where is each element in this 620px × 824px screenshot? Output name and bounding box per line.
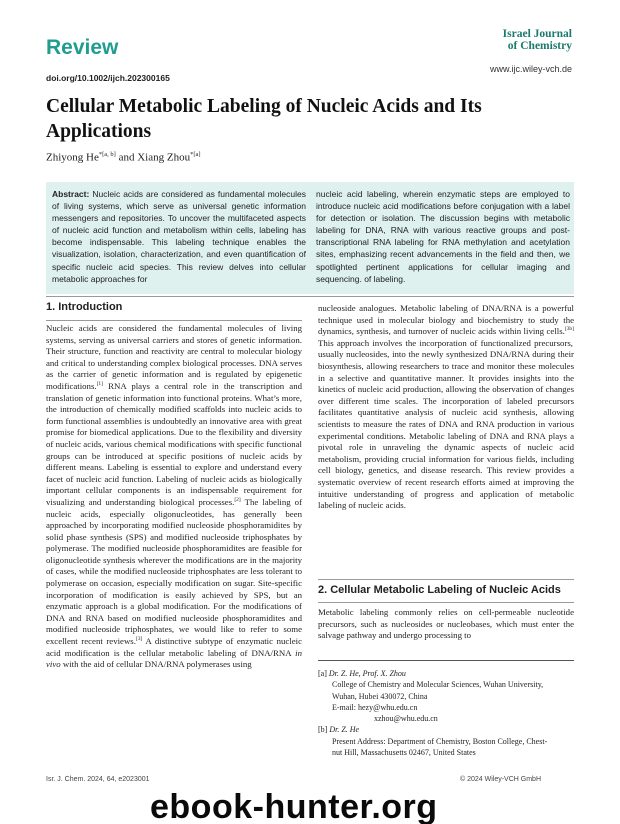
abstract-left-column xyxy=(52,188,306,285)
watermark: ebook-hunter.org xyxy=(150,788,438,824)
body-text: This approach involves the incorporation of functionalized precursors, usually nucleosides, into the newly synthesized DNA/RNA during their biosynthesis, allowing researchers to trace and monitor these molecules in a selective and quantitative manner. It provides insights into the kinetics of nucleic acid production, allowing the observation of changes over different time scales. The incorporation of labeled precursors facilitates quantitative analysis of nucleic acid synthesis, allowing scientists to measure the rates of DNA and RNA production in various experimental conditions. Metabolic labeling of DNA and RNA plays a pivotal role in unraveling the dynamic aspects of nucleic acid metabolism, providing crucial information for various fields, including cell biology, genetics, and disease research. This review provides a systematic overview of recent research efforts aimed at improving the intuitive understanding of progress and application of metabolic labeling of nucleic acids. xyxy=(318,337,574,511)
section-divider xyxy=(46,296,574,297)
citation[interactable]: [3b] xyxy=(564,326,574,333)
article-title: Cellular Metabolic Labeling of Nucleic Acids and Its Applications xyxy=(46,96,482,142)
affiliation-dept: College of Chemistry and Molecular Sciences, Wuhan University, xyxy=(332,680,544,690)
body-text: RNA plays a central role in the transcription and translation of genetic information into functional proteins. What’s more, the introduction of chemically modified scaffolds into nucleic acids to form functional assemblies is undoubtedly an innovative area with great promise for biomedical applications. Due to the flexibility and diversity of nucleic acids, various chemical modifications with specific functional groups can be introduced at specific positions of nucleic acids by different means. Labeling is essential to explore and understand every facet of nucleic acid function. Labeling of nucleic acids as biologically important cellular components is an indispensable requirement for visualizing and understanding biological processes. xyxy=(46,380,302,507)
section-label: Review xyxy=(46,36,119,59)
abstract-label: Abstract: xyxy=(52,189,90,199)
affiliation-present-address: Present Address: Department of Chemistry, Boston College, Chest- xyxy=(332,736,548,746)
body-text: The labeling of nucleic acids, especially oligonucleotides, has generally been approached by incorporating modified nucleoside phosphoramidites by solid phase synthesis (SPS) and modified nucleoside triphosphates by polymerase. The modified nucleoside phosphoramidites are feasible for oligonucleotide synthesis wherever the modifications are in the majority of cases, while the modified nucleoside triphosphates are less tolerant to polymerase on occasion, especially modification on sugar. Site-specific incorporation of modification is easily achieved by SPS, but an enzymatic approach is a global modification. For the modifications of DNA and RNA based on modified nucleoside phosphoramidites and modified nucleoside triphosphates, we would like to refer to some excellent recent reviews. xyxy=(46,496,303,647)
affiliation-present-address: nut Hill, Massachusetts 02467, United States xyxy=(332,748,476,758)
abstract-text-left: Nucleic acids are considered as fundamental molecules of living systems, which serve as universal genetic information messengers and repositories. To uncover the multifaceted aspects of nucleic acid function and metabolism within cells, labeling has become indispensable. This labeling technique enables the visualization, isolation, characterization, and even quantification of specific nucleic acid species. This review delves into cellular metabolic approaches for xyxy=(52,189,306,284)
author-mark: *[a] xyxy=(190,151,201,158)
footer-citation: Isr. J. Chem. 2024, 64, e2023001 xyxy=(46,776,150,783)
body-text: with the aid of cellular DNA/RNA polymerases using xyxy=(60,659,252,670)
section-divider xyxy=(318,579,574,580)
footnote-divider xyxy=(318,660,574,661)
affiliation-email[interactable]: xzhou@whu.edu.cn xyxy=(374,714,438,724)
affiliation-tag: [b] xyxy=(318,725,328,735)
affiliations xyxy=(318,668,574,758)
author-list xyxy=(46,151,201,164)
journal-url[interactable]: www.ijc.wiley-vch.de xyxy=(489,64,572,74)
section-heading-introduction: 1. Introduction xyxy=(46,301,123,313)
journal-name-line1: Israel Journal xyxy=(502,28,572,40)
body-left-column xyxy=(46,323,302,671)
author-name[interactable]: Xiang Zhou xyxy=(137,151,191,164)
section-divider xyxy=(46,320,302,321)
body-text: Nucleic acids are considered the fundamental molecules of living systems, serving as universal carriers and stores of genetic information. Their structure, function and reactivity are central to molecular biology and critical to understanding complex biological processes. DNA serves as the carrier of genetic information and is regulated by epigenetic modifications. xyxy=(46,323,302,391)
citation[interactable]: [3] xyxy=(135,636,143,643)
citation[interactable]: [1] xyxy=(96,381,103,388)
journal-name-line2: of Chemistry xyxy=(507,40,572,52)
section-heading-metabolic-labeling: 2. Cellular Metabolic Labeling of Nucleic Acids xyxy=(318,584,561,596)
citation[interactable]: [2] xyxy=(234,496,241,503)
body-text: nucleoside analogues. Metabolic labeling of DNA/RNA is a powerful technique used in molecular biology and biochemistry to study the dynamics, synthesis, and turnover of nucleic acids within living cells. xyxy=(318,303,574,337)
author-mark: *[a, b] xyxy=(98,151,116,158)
body-right-column xyxy=(318,303,574,512)
affiliation-email[interactable]: E-mail: hezy@whu.edu.cn xyxy=(332,702,418,712)
affiliation-names: Dr. Z. He xyxy=(329,725,360,735)
body-right-column-section2 xyxy=(318,607,574,642)
affiliation-city: Wuhan, Hubei 430072, China xyxy=(332,691,428,701)
abstract-box xyxy=(46,182,574,294)
section-divider xyxy=(318,602,574,603)
body-text: Metabolic labeling commonly relies on cell-permeable nucleotide precursors, such as nucleosides or nucleobases, which must enter the salvage pathway and undergo processing to xyxy=(318,607,574,641)
affiliation-tag: [a] xyxy=(318,669,327,678)
affiliation-names: Dr. Z. He, Prof. X. Zhou xyxy=(328,669,406,678)
author-name[interactable]: Zhiyong He xyxy=(46,151,99,164)
doi-link[interactable]: doi.org/10.1002/ijch.202300165 xyxy=(46,73,170,83)
author-joiner: and xyxy=(115,151,138,164)
footer-copyright: © 2024 Wiley-VCH GmbH xyxy=(460,776,542,783)
body-text: A distinctive subtype of enzymatic nucleic acid modification is the cellular metabolic labeling of DNA/RNA xyxy=(46,636,302,658)
abstract-text-right: nucleic acid labeling, wherein enzymatic steps are employed to introduce nucleic acid modifications before conjugation with a label for detection or isolation. The discussion begins with metabolic labeling for DNA, RNA with various reactive groups and post-transcriptional RNA labeling for RNA methylation and acetylation sites, emphasizing recent advancements in the field and then, we spotlighted pertinent applications for cellular imaging and sequencing. of labeling. xyxy=(316,189,570,284)
italic-term: in vivo xyxy=(46,647,302,670)
journal-name xyxy=(503,28,572,52)
